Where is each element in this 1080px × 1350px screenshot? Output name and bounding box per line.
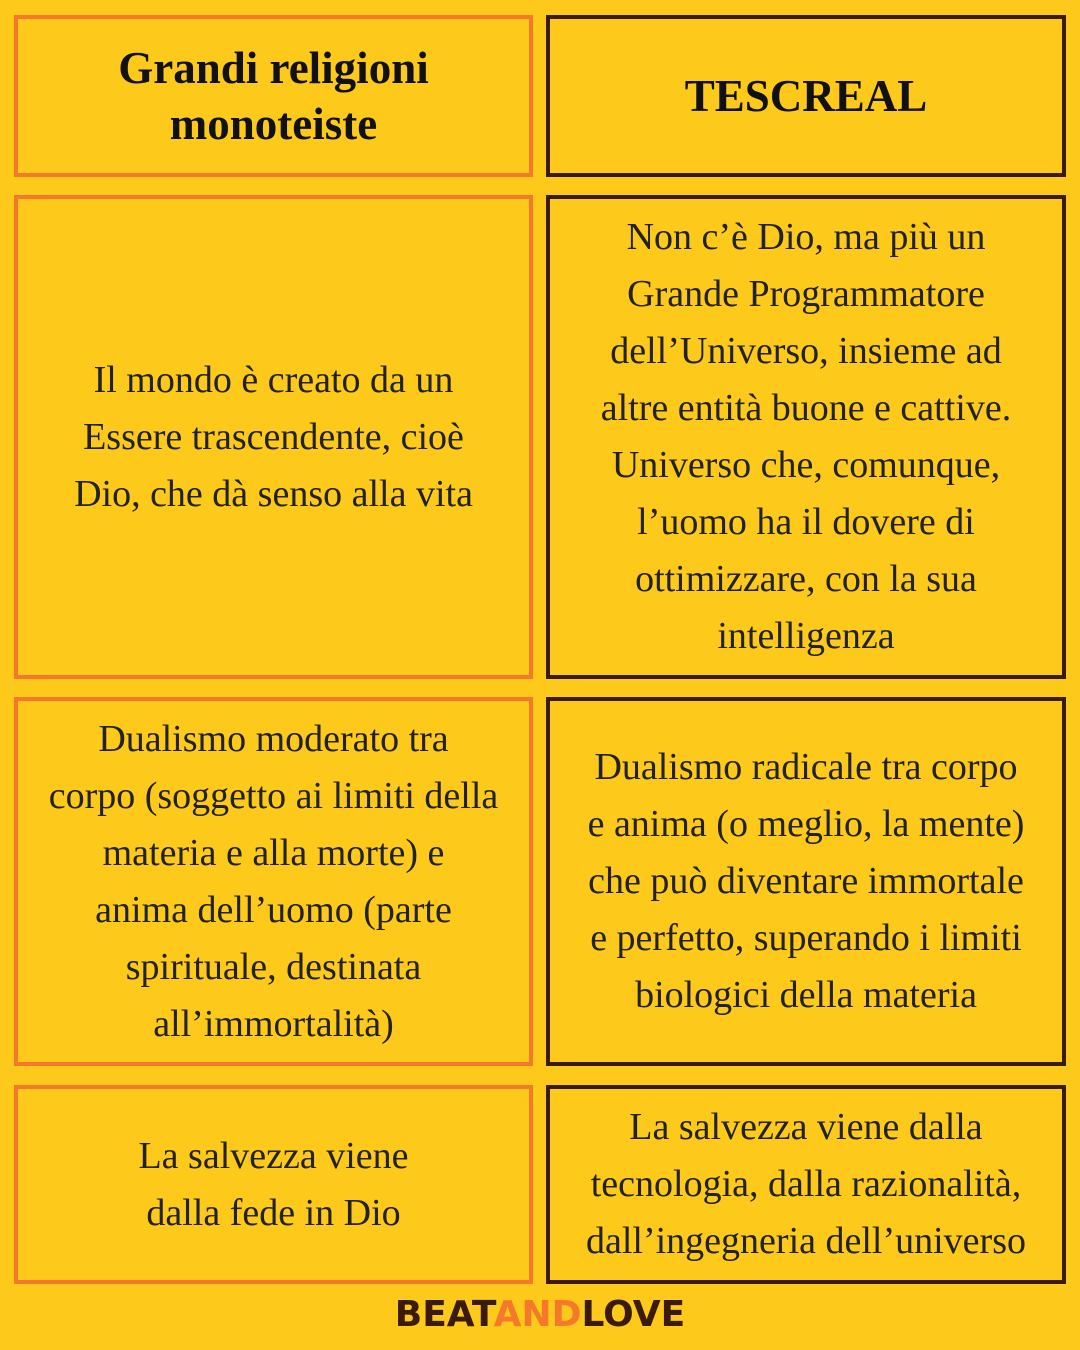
- brand-logo-part-beat: BEAT: [394, 1294, 494, 1335]
- header-cell-tescreal: [546, 15, 1066, 177]
- table-cell-row1-right: [546, 195, 1066, 679]
- cell-text: Il mondo è creato da un Essere trascendente, cioè Dio, che dà senso alla vita: [74, 358, 473, 515]
- header-title-right: TESCREAL: [684, 71, 928, 121]
- cell-text: Dualismo moderato tra corpo (soggetto ai limiti della materia e alla morte) e anima dell’uomo (parte spirituale, destinata all’immortalità): [48, 717, 499, 1045]
- header-cell-monotheistic-religions: [14, 15, 533, 177]
- brand-logo: [0, 1295, 1080, 1335]
- table-cell-row1-left: [14, 195, 533, 679]
- cell-text: Non c’è Dio, ma più un Grande Programmatore dell’Universo, insieme ad altre entità buone e cattive. Universo che, comunque, l’uomo ha il dovere di ottimizzare, con la sua intelligenza: [600, 216, 1012, 657]
- cell-text: La salvezza viene dalla tecnologia, dalla razionalità, dall’ingegneria dell’universo: [585, 1106, 1026, 1262]
- table-cell-row2-left: [14, 697, 533, 1066]
- cell-text: La salvezza viene dalla fede in Dio: [138, 1134, 409, 1234]
- brand-logo-part-love: LOVE: [581, 1294, 686, 1335]
- table-cell-row2-right: [546, 697, 1066, 1066]
- table-cell-row3-right: [546, 1085, 1066, 1284]
- header-title-left: Grandi religioni monoteiste: [118, 43, 429, 149]
- brand-logo-part-and: AND: [493, 1294, 582, 1335]
- table-cell-row3-left: [14, 1085, 533, 1284]
- cell-text: Dualismo radicale tra corpo e anima (o meglio, la mente) che può diventare immortale e perfetto, superando i limiti biologici della materia: [587, 746, 1025, 1016]
